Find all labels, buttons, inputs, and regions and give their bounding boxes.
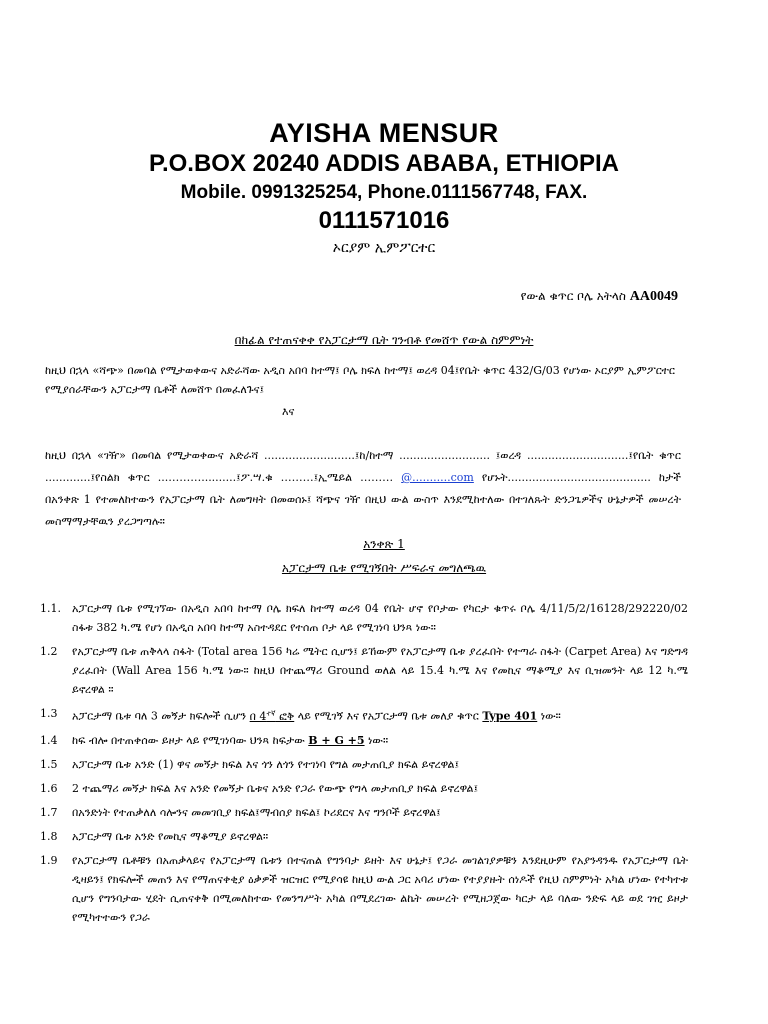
list-item [40, 704, 688, 726]
item-number: 1.5 [40, 757, 58, 771]
list-item [40, 803, 688, 822]
item-number: 1.1. [40, 602, 61, 615]
item-text: አፓርታማ ቤቱ አንድ የመኪና ማቆሚያ ይኖረዋል። [72, 829, 269, 843]
item-text: አፓርታማ ቤቱ የሚገኘው በአዲስ አበባ ከተማ ቦሌ ክፍለ ከተማ ወረዳ 04 የቤት ሆኖ የቦታው የካርታ ቁጥሩ ቦሌ 4/11/5/2/16128/292220/02 ስፋቱ 382 ካ.ሜ የሆነ በአዲስ አበባ ከተማ አስተዳደር የተሰጠ ቦታ ላይ የሚገነባ ህንጻ ነው። [72, 602, 688, 634]
item-text: የአፓርታማ ቤቶቹን በአጠቃላይና የአፓርታማ ቤቱን በተናጠል የግንባታ ይዘት እና ሁኔታ፤ የጋራ መገልገያዎቹን እንደዚሁም የአያንዳንዱ የአፓርታማ ቤት ዲዛይን፤ የክፍሎች መጠን እና የማጠናቀቂያ ዕቃዎች ዝርዝር የሚያሳዩ ከዚህ ውል ጋር አባሪ ሆነው የተያያዙት ሰነዶች የዚህ ስምምነት አካል ሆነው የተካተቱ ሲሆን የግንባታው ሂደት ሲጠናቀቅ በሚመለከተው የመንግሥት አካል በሚደረገው ልኬት መሠረት የሚዘጋጀው ካርታ ላይ ባለው ንድፍ ላይ ወደ ገዢ ይዞታ የሚካተተውን የጋራ [72, 853, 688, 924]
item-text: የአፓርታማ ቤቱ ጠቅላላ ስፋት (Total area 156 ካሬ ሜትር ሲሆን፤ ይኸውም የአፓርታማ ቤቱ ያረፈበት የተጣራ ስፋት (Carpet Area) እና ግድግዳ ያረፈበት (Wall Area 156 ካ.ሜ ነው። ከዚህ በተጨማሪ Ground ወለል ላይ 15.4 ካ.ሜ እና የመኪና ማቆሚያ እና ቢዝመንት ላይ 12 ካ.ሜ ይኖረዋል ። [72, 645, 688, 696]
item-text: በአንድነት የተጠቃለለ ሳሎንና መመገቢያ ክፍል፤ማብሰያ ክፍል፤ ኮሪደርና እና ግንቦች ይኖረዋል፤ [72, 805, 441, 819]
company-name: AYISHA MENSUR [269, 118, 499, 148]
list-item [40, 731, 688, 750]
item-number: 1.6 [40, 781, 58, 795]
item-text: አፓርታማ ቤቱ አንድ (1) ዋና መኝታ ክፍል እና ጎን ለጎን የተገነባ የግል መታጠቢያ ክፍል ይኖረዋል፤ [72, 757, 459, 771]
item-text: ከፍ ብሎ በተጠቀሰው ይዞታ ላይ የሚገነባው ህንጻ ከፍታው B + G +5 ነው። [72, 733, 389, 747]
list-item [40, 755, 688, 774]
business-name: ኦርያም ኢምፖርተር [332, 240, 436, 256]
intro-paragraph: ከዚህ በኋላ «ሻጭ» በመባል የሚታወቀውና አድራሻው አዲስ አበባ ከተማ፤ ቦሌ ክፍለ ከተማ፤ ወረዳ 04፤የቤት ቁጥር 432/G/03 የሆነው ኦርያም ኢምፖርተር የሚያሰራቸውን አፓርታማ ቤቶች ለመሸጥ በመፈለጉና፤ [45, 364, 676, 396]
email-link[interactable]: @...........com [401, 471, 474, 484]
list-item [40, 851, 688, 927]
article-title: አፓርታማ ቤቱ የሚገኝበት ሥፍራና መግለጫዉ [281, 561, 487, 575]
contract-ref-code: AA0049 [629, 289, 678, 304]
list-item [40, 779, 688, 798]
contract-reference [521, 289, 678, 305]
item-text: አፓርታማ ቤቱ ባለ 3 መኝታ ክፍሎች ሲሆን በ $4^{ተኛ}$ ፎቅ ላይ የሚገኝ እና የአፓርታማ ቤቱ መለያ ቁጥር Type 401 ነው። [72, 709, 561, 723]
contract-ref-label: የውል ቁጥር ቦሌ አትላስ [520, 289, 626, 303]
company-fax: 0111571016 [318, 207, 450, 234]
article-number: አንቀጽ 1 [363, 537, 405, 551]
list-item [40, 599, 688, 637]
item-text: 2 ተጨማሪ መኝታ ክፍል እና አንድ የመኝታ ቤቱና አንድ የጋራ የውጭ የግላ መታጠቢያ ክፍል ይኖረዋል፤ [72, 781, 479, 795]
item-number: 1.8 [40, 829, 58, 843]
contract-title: በከፊል የተጠናቀቀ የአፓርታማ ቤት ገንብቶ የመሸጥ የውል ስምምነት [234, 333, 534, 347]
and-connector: እና [282, 405, 295, 418]
list-item [40, 827, 688, 846]
item-number: 1.3 [40, 707, 58, 720]
buyer-agreement: የሆኑት......................................... ከታች በአንቀጽ 1 የተመለከተውን የአፓርታማ ቤት ለመግዛት በመወሰኑ፤ ሻጭና ገዥ በዚህ ውል ውስጥ እንደሚከተለው በተገለጹት ድንጋጌዎችና ሁኔታዎች መሠረት መስማማታቸዉን ያረጋግጣሉ። [45, 471, 681, 528]
item-number: 1.2 [40, 645, 58, 658]
item-number: 1.7 [40, 805, 58, 819]
buyer-paragraph [45, 445, 681, 533]
company-address: P.O.BOX 20240 ADDIS ABABA, ETHIOPIA [149, 150, 619, 177]
buyer-details: ከዚህ በኋላ «ገዥ» በመባል የሚታወቀውና አድራሻ ..........................፤ከ/ከተማ .......................... ፤ወረዳ .............................፤የቤት ቁጥር .............፤የስልክ ቁጥር ...………..........፤ፖ.ሣ.ቁ ………፤ኢሜይል ……… [45, 449, 681, 484]
list-item [40, 642, 688, 699]
company-contact: Mobile. 0991325254, Phone.0111567748, FAX. [180, 182, 588, 203]
item-number: 1.9 [40, 853, 58, 867]
article-items [40, 599, 688, 928]
item-number: 1.4 [40, 733, 58, 747]
